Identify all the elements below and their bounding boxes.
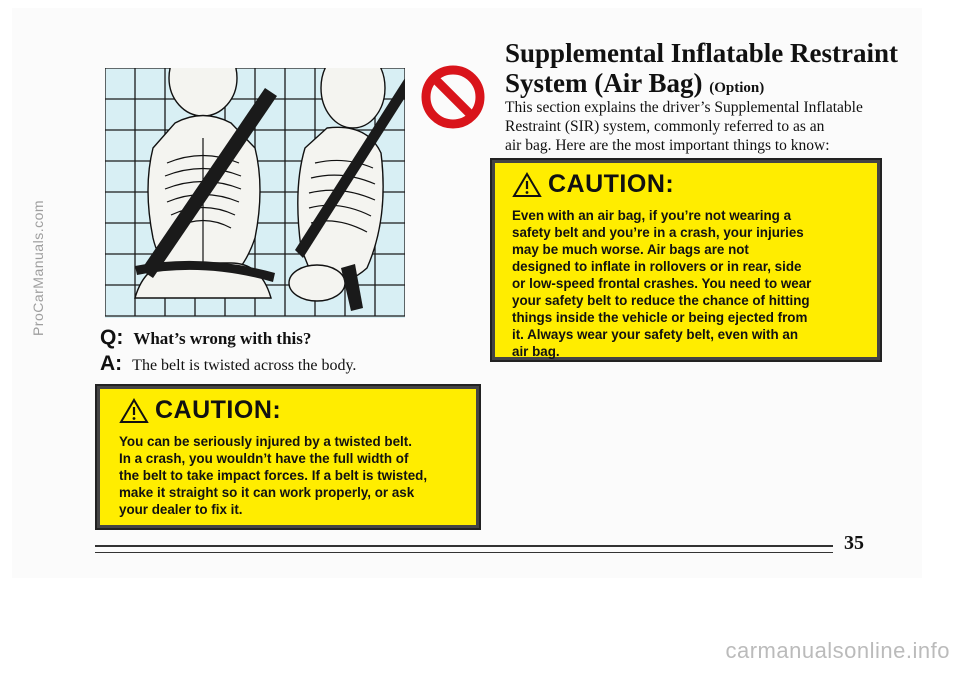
page-number: 35 bbox=[844, 532, 864, 554]
answer-text: The belt is twisted across the body. bbox=[132, 357, 357, 374]
caution-line: You can be seriously injured by a twisted belt. bbox=[119, 434, 412, 449]
caution-line: it. Always wear your safety belt, even with an bbox=[512, 327, 799, 342]
question-line bbox=[100, 326, 311, 350]
caution-line: your dealer to fix it. bbox=[119, 502, 243, 517]
caution-line: things inside the vehicle or being ejected from bbox=[512, 310, 808, 325]
caution-line: may be much worse. Air bags are not bbox=[512, 242, 749, 257]
caution-line: Even with an air bag, if you’re not wearing a bbox=[512, 208, 792, 223]
footer-rule bbox=[95, 545, 833, 547]
caution-line: your safety belt to reduce the chance of hitting bbox=[512, 293, 810, 308]
caution-body bbox=[512, 207, 864, 360]
caution-line: designed to inflate in rollovers or in rear, side bbox=[512, 259, 802, 274]
caution-title: CAUTION: bbox=[548, 170, 675, 198]
footer-rule-thin bbox=[95, 552, 833, 553]
intro-line: This section explains the driver’s Supplemental Inflatable bbox=[505, 99, 863, 116]
question-text: What’s wrong with this? bbox=[133, 329, 312, 348]
answer-line bbox=[100, 352, 356, 376]
side-watermark: ProCarManuals.com bbox=[30, 199, 47, 337]
question-mark-label: Q: bbox=[100, 326, 124, 349]
caution-line: the belt to take impact forces. If a belt is twisted, bbox=[119, 468, 428, 483]
twisted-belt-illustration bbox=[105, 68, 405, 318]
caution-title: CAUTION: bbox=[155, 396, 282, 424]
caution-line: or low-speed frontal crashes. You need to wear bbox=[512, 276, 812, 291]
caution-body bbox=[119, 433, 463, 518]
answer-mark-label: A: bbox=[100, 352, 123, 375]
section-intro bbox=[505, 98, 895, 155]
airbag-caution-box bbox=[490, 158, 882, 362]
caution-line: In a crash, you wouldn’t have the full width of bbox=[119, 451, 409, 466]
prohibition-sign-icon bbox=[420, 64, 486, 130]
bottom-watermark: carmanualsonline.info bbox=[725, 638, 950, 663]
caution-line: air bag. bbox=[512, 344, 560, 359]
caution-line: make it straight so it can work properly, or ask bbox=[119, 485, 415, 500]
section-heading bbox=[505, 38, 898, 103]
intro-line: air bag. Here are the most important things to know: bbox=[505, 137, 830, 154]
warning-triangle-icon bbox=[119, 398, 149, 424]
warning-triangle-icon bbox=[512, 172, 542, 198]
option-tag: (Option) bbox=[709, 80, 765, 96]
intro-line: Restraint (SIR) system, commonly referred to as an bbox=[505, 118, 825, 135]
caution-line: safety belt and you’re in a crash, your injuries bbox=[512, 225, 804, 240]
twisted-belt-caution-box bbox=[95, 384, 481, 530]
section-title-main: System (Air Bag) bbox=[505, 68, 703, 98]
section-title-line1: Supplemental Inflatable Restraint bbox=[505, 38, 899, 68]
